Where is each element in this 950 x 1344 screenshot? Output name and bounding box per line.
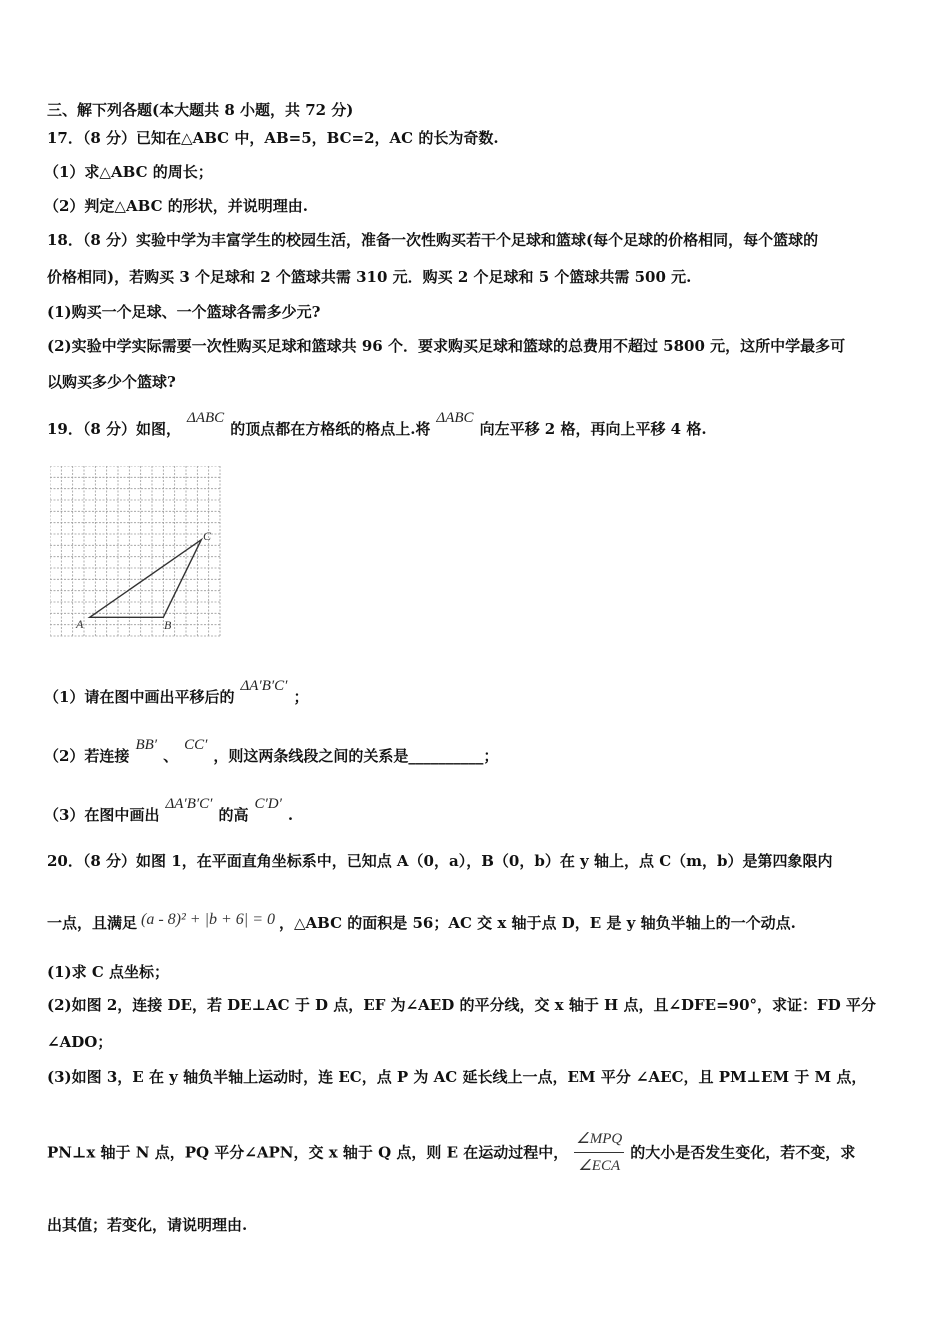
- q19-math-cc-prime: CC′: [184, 737, 208, 753]
- q19-part3-c: .: [287, 806, 294, 824]
- q20-part3-line2-a: PN⊥x 轴于 N 点，PQ 平分∠APN，交 x 轴于 Q 点，则 E 在运动过程中，: [47, 1143, 569, 1162]
- q19-part3-a: （3）在图中画出: [44, 806, 160, 824]
- q19-math-abc-2: ΔABC: [436, 410, 474, 426]
- q20-line2: [47, 913, 796, 934]
- grid-figure: [50, 466, 222, 638]
- fraction-numerator: ∠MPQ: [574, 1128, 624, 1153]
- q19-part1: [44, 678, 309, 708]
- q20-part2-line2: ∠ADO；: [47, 1033, 113, 1051]
- q19-part3: [44, 796, 294, 826]
- q19-math-abc-prime-2: ΔA′B′C′: [165, 796, 213, 812]
- q20-line2-b: ，△ABC 的面积是 56；AC 交 x 轴于点 D，E 是 y 轴负半轴上的一个动点.: [278, 914, 796, 932]
- q20-part3-line2: [47, 1128, 855, 1177]
- q20-part3-line2-b: 的大小是否发生变化，若不变，求: [630, 1143, 856, 1162]
- q18-line2: 价格相同)，若购买 3 个足球和 2 个篮球共需 310 元．购买 2 个足球和 5 个篮球共需 500 元.: [47, 268, 692, 286]
- label-c: C: [203, 529, 212, 543]
- q20-fraction: [574, 1128, 624, 1177]
- label-a: A: [76, 617, 84, 631]
- q19-part2-sep: 、: [163, 747, 179, 765]
- q20-equation: (a - 8)² + |b + 6| = 0: [141, 911, 275, 928]
- q17-part1: （1）求△ABC 的周长；: [44, 163, 213, 181]
- q19-stem: [47, 410, 707, 440]
- section-heading: 三、解下列各题(本大题共 8 小题，共 72 分): [47, 101, 354, 119]
- q19-stem-c: 向左平移 2 格，再向上平移 4 格.: [479, 420, 707, 438]
- q20-part2-line1: (2)如图 2，连接 DE，若 DE⊥AC 于 D 点，EF 为∠AED 的平分线，交 x 轴于 H 点，且∠DFE=90°，求证：FD 平分: [47, 996, 876, 1014]
- q20-part3-line3: 出其值；若变化，请说明理由.: [47, 1216, 248, 1234]
- q18-line1: 18．（8 分）实验中学为丰富学生的校园生活，准备一次性购买若干个足球和篮球(每个足球的价格相同，每个篮球的: [47, 231, 819, 249]
- grid-lines: [50, 466, 220, 636]
- q20-part1: (1)求 C 点坐标；: [47, 963, 170, 981]
- q19-stem-a: 19．（8 分）如图，: [47, 420, 182, 438]
- q18-part2-line1: (2)实验中学实际需要一次性购买足球和篮球共 96 个．要求购买足球和篮球的总费用不超过 5800 元，这所中学最多可: [47, 337, 846, 355]
- q19-stem-b: 的顶点都在方格纸的格点上.将: [230, 420, 431, 438]
- label-b: B: [164, 618, 172, 632]
- q19-math-abc-1: ΔABC: [187, 410, 225, 426]
- q19-part2-a: （2）若连接: [44, 747, 130, 765]
- q19-math-cd-prime: C′D′: [254, 796, 282, 812]
- q19-part2-b: ，则这两条线段之间的关系是__________；: [213, 747, 499, 765]
- q19-part3-b: 的高: [218, 806, 249, 824]
- fraction-denominator: ∠ECA: [578, 1158, 621, 1174]
- q20-line2-a: 一点，且满足: [47, 914, 138, 932]
- q18-part2-line2: 以购买多少个篮球?: [47, 373, 176, 391]
- q18-part1: (1)购买一个足球、一个篮球各需多少元?: [47, 303, 321, 321]
- q19-part2: [44, 737, 499, 767]
- q20-line1: 20．（8 分）如图 1，在平面直角坐标系中，已知点 A（0，a），B（0，b）在 y 轴上，点 C（m，b）是第四象限内: [47, 852, 833, 870]
- q19-math-bb-prime: BB′: [135, 737, 158, 753]
- q19-math-abc-prime: ΔA′B′C′: [240, 678, 288, 694]
- q19-part1-b: ；: [293, 688, 309, 706]
- q17-part2: （2）判定△ABC 的形状，并说明理由.: [44, 197, 308, 215]
- q20-part3-line1: (3)如图 3，E 在 y 轴负半轴上运动时，连 EC，点 P 为 AC 延长线上一点，EM 平分 ∠AEC，且 PM⊥EM 于 M 点，: [47, 1068, 867, 1086]
- q19-part1-a: （1）请在图中画出平移后的: [44, 688, 235, 706]
- q17-stem: 17．（8 分）已知在△ABC 中，AB=5，BC=2，AC 的长为奇数.: [47, 129, 499, 147]
